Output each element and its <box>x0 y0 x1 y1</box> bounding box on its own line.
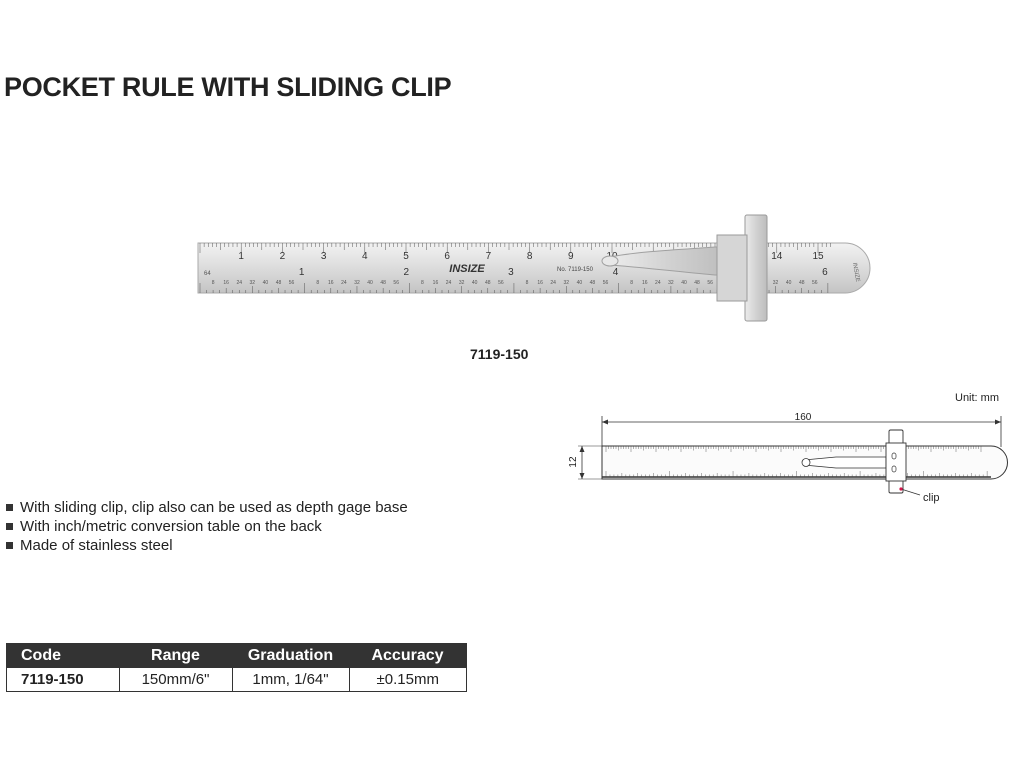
fraction-number: 8 <box>316 280 320 286</box>
fraction-number: 48 <box>275 280 282 286</box>
cm-number: 2 <box>279 251 286 262</box>
cm-number: 8 <box>526 251 533 262</box>
model-caption: 7119-150 <box>470 346 529 362</box>
bullet-icon <box>6 504 13 511</box>
feature-list <box>6 498 408 555</box>
header-range: Range <box>119 644 232 668</box>
length-label: 160 <box>794 412 812 423</box>
fraction-number: 32 <box>772 280 779 286</box>
clip-spring-outline <box>804 457 886 468</box>
spec-table <box>6 643 467 692</box>
feature-text: With sliding clip, clip also can be used as depth gage base <box>20 499 408 516</box>
fraction-number: 8 <box>630 280 634 286</box>
fraction-number: 56 <box>288 280 295 286</box>
fraction-number: 32 <box>458 280 465 286</box>
fraction-number: 8 <box>420 280 424 286</box>
inch-number: 4 <box>612 267 619 278</box>
header-accuracy: Accuracy <box>349 644 467 668</box>
fraction-number: 56 <box>498 280 504 286</box>
length-arrow-right <box>995 420 1001 425</box>
cm-number: 7 <box>485 251 492 262</box>
fraction-number: 40 <box>262 280 269 286</box>
cell-range: 150mm/6" <box>119 668 232 692</box>
bullet-icon <box>6 523 13 530</box>
cm-number: 15 <box>812 251 824 262</box>
bullet-icon <box>6 542 13 549</box>
cell-graduation: 1mm, 1/64" <box>232 668 349 692</box>
cm-number: 6 <box>444 251 450 262</box>
fraction-number: 32 <box>563 280 570 286</box>
clip-label: clip <box>923 492 940 504</box>
fraction-number: 16 <box>432 280 439 286</box>
cell-code: 7119-150 <box>7 668 120 692</box>
feature-item <box>6 498 408 517</box>
clip-spring-tip <box>602 256 618 266</box>
header-code: Code <box>7 644 120 668</box>
fraction-number: 24 <box>445 280 452 286</box>
feature-text: With inch/metric conversion table on the back <box>20 518 322 535</box>
fraction-number: 24 <box>236 280 243 286</box>
rule-tip-logo: INSIZE <box>851 262 861 283</box>
fraction-number: 24 <box>341 280 347 286</box>
table-row <box>7 668 467 692</box>
fraction-number: 48 <box>485 280 491 286</box>
cm-number: 3 <box>320 251 327 262</box>
inch-number: 3 <box>508 267 514 278</box>
table-header-row <box>7 644 467 668</box>
fraction-number: 48 <box>380 280 386 286</box>
pocket-rule-photo <box>190 205 880 340</box>
dimension-drawing <box>560 405 1020 515</box>
height-label: 12 <box>568 456 579 468</box>
cm-number: 14 <box>771 251 783 262</box>
clip-marker <box>899 487 902 490</box>
rule-brand-logo: INSIZE <box>449 263 485 275</box>
fraction-number: 16 <box>537 280 543 286</box>
clip-leader-line <box>901 489 920 495</box>
fraction-number: 40 <box>681 280 687 286</box>
page-title: POCKET RULE WITH SLIDING CLIP <box>4 72 452 102</box>
sliding-clip <box>745 215 767 321</box>
cm-number: 4 <box>362 251 368 262</box>
fraction-number: 16 <box>328 280 334 286</box>
fraction-number: 56 <box>812 280 818 286</box>
fraction-number: 32 <box>668 280 674 286</box>
cm-number: 9 <box>568 251 574 262</box>
feature-text: Made of stainless steel <box>20 537 173 554</box>
fraction-number: 8 <box>211 280 215 286</box>
fraction-number: 56 <box>602 280 609 286</box>
feature-item <box>6 517 408 536</box>
fraction-number: 40 <box>471 280 478 286</box>
height-arrow-bottom <box>580 473 585 479</box>
header-graduation: Graduation <box>232 644 349 668</box>
fraction-number: 40 <box>576 280 583 286</box>
fraction-number: 16 <box>223 280 229 286</box>
unit-label: Unit: mm <box>955 392 999 404</box>
fraction-number: 40 <box>785 280 792 286</box>
fraction-number: 48 <box>798 280 805 286</box>
rule-row-label: 64 <box>204 271 211 277</box>
fraction-number: 56 <box>707 280 713 286</box>
inch-number: 1 <box>298 267 305 278</box>
cm-number: 1 <box>238 251 244 262</box>
fraction-number: 8 <box>525 280 529 286</box>
length-arrow-left <box>602 420 608 425</box>
fraction-number: 40 <box>367 280 373 286</box>
inch-number: 2 <box>403 267 410 278</box>
fraction-number: 56 <box>393 280 399 286</box>
fraction-number: 24 <box>655 280 661 286</box>
inch-number: 6 <box>822 267 828 278</box>
clip-band <box>717 235 747 301</box>
rule-engraved-model: No. 7119-150 <box>557 267 593 273</box>
fraction-number: 16 <box>641 280 648 286</box>
feature-item <box>6 536 408 555</box>
fraction-number: 48 <box>694 280 700 286</box>
fraction-number: 48 <box>589 280 596 286</box>
fraction-number: 32 <box>249 280 256 286</box>
fraction-number: 32 <box>354 280 360 286</box>
cm-number: 5 <box>403 251 409 262</box>
cell-accuracy: ±0.15mm <box>349 668 467 692</box>
fraction-number: 24 <box>550 280 556 286</box>
height-arrow-top <box>580 446 585 452</box>
